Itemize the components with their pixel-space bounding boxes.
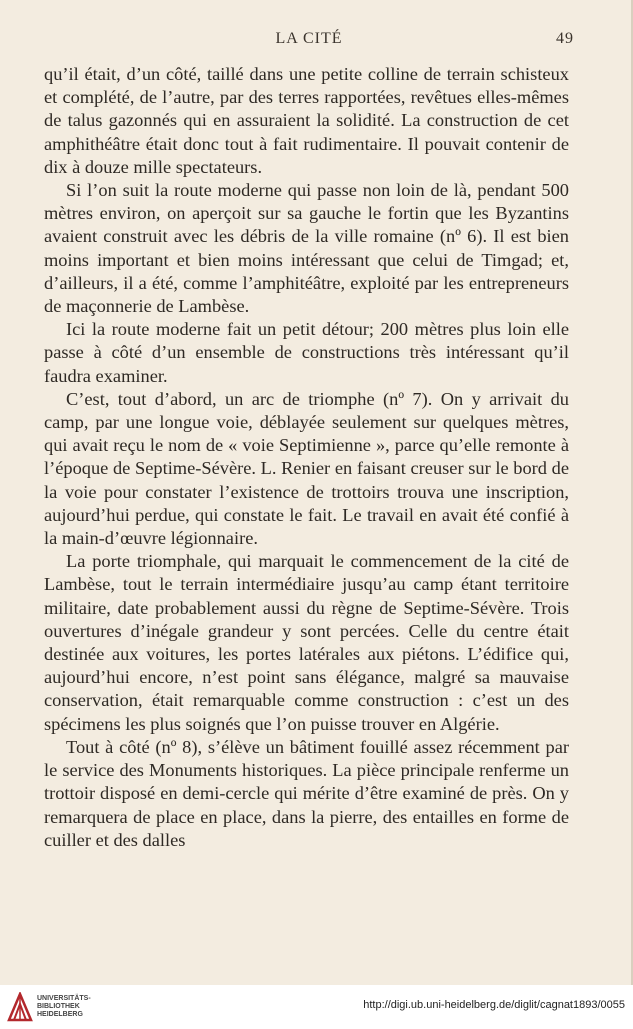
- running-title: LA CITÉ: [275, 30, 343, 47]
- body-text: [44, 63, 569, 852]
- paragraph-4: C’est, tout d’abord, un arc de triomphe (nº 7). On y arrivait du camp, par une longue voie, déblayée seulement sur quelques mètres, qui avait reçu le nom de « voie Septimienne », parce qu’elle remonte à l’époque de Septime-Sévère. L. Renier en faisant creuser sur le bord de la voie pour constater l’existence de trottoirs trouva une inscription, aujourd’hui perdue, qui constate le fait. Le travail en avait été confié à la main-d’œuvre légionnaire.: [44, 388, 569, 549]
- running-head: [44, 30, 574, 52]
- paragraph-1: qu’il était, d’un côté, taillé dans une petite colline de terrain schisteux et complété, de l’autre, par des terres rapportées, revêtues elles-mêmes de talus gazonnés qui en assuraient la solidité. La construction de cet amphithéâtre était donc tout à fait rudimentaire. Il pouvait contenir de dix à douze mille spectateurs.: [44, 64, 569, 177]
- paragraph-3: Ici la route moderne fait un petit détour; 200 mètres plus loin elle passe à côté d’un ensemble de constructions très intéressant qu’il faudra examiner.: [44, 319, 569, 386]
- library-emblem-icon: [7, 992, 33, 1022]
- source-url-link[interactable]: http://digi.ub.uni-heidelberg.de/diglit/cagnat1893/0055: [363, 999, 625, 1011]
- paragraph-2: Si l’on suit la route moderne qui passe non loin de là, pendant 500 mètres environ, on aperçoit sur sa gauche le fortin que les Byzantins avaient construit avec les débris de la ville romaine (nº 6). Il est bien moins important et bien moins intéressant que celui de Timgad; et, d’ailleurs, il a été, comme l’amphitéâtre, exploité par les entrepreneurs de maçonnerie de Lambèse.: [44, 180, 569, 317]
- library-name: UNIVERSITÄTS- BIBLIOTHEK HEIDELBERG: [37, 995, 91, 1018]
- paragraph-5: La porte triomphale, qui marquait le commencement de la cité de Lambèse, tout le terrain intermédiaire jusqu’au camp étant territoire militaire, date probablement aussi du règne de Septime-Sévère. Trois ouvertures d’inégale grandeur y sont percées. Celle du centre était destinée aux voitures, les portes latérales aux piétons. L’édifice qui, aujourd’hui encore, n’est point sans élégance, malgré sa mauvaise conservation, était remarquable comme construction : c’est un des spécimens les plus soignés que l’on puisse trouver en Algérie.: [44, 551, 569, 734]
- page-number: 49: [556, 30, 574, 47]
- library-logo[interactable]: [7, 992, 117, 1022]
- footer-bar: [0, 985, 633, 1029]
- paragraph-6: Tout à côté (nº 8), s’élève un bâtiment fouillé assez récemment par le service des Monuments historiques. La pièce principale renferme un trottoir disposé en demi-cercle qui mérite d’être examiné de près. On y remarquera de place en place, dans la pierre, des entailles en forme de cuiller et des dalles: [44, 736, 569, 850]
